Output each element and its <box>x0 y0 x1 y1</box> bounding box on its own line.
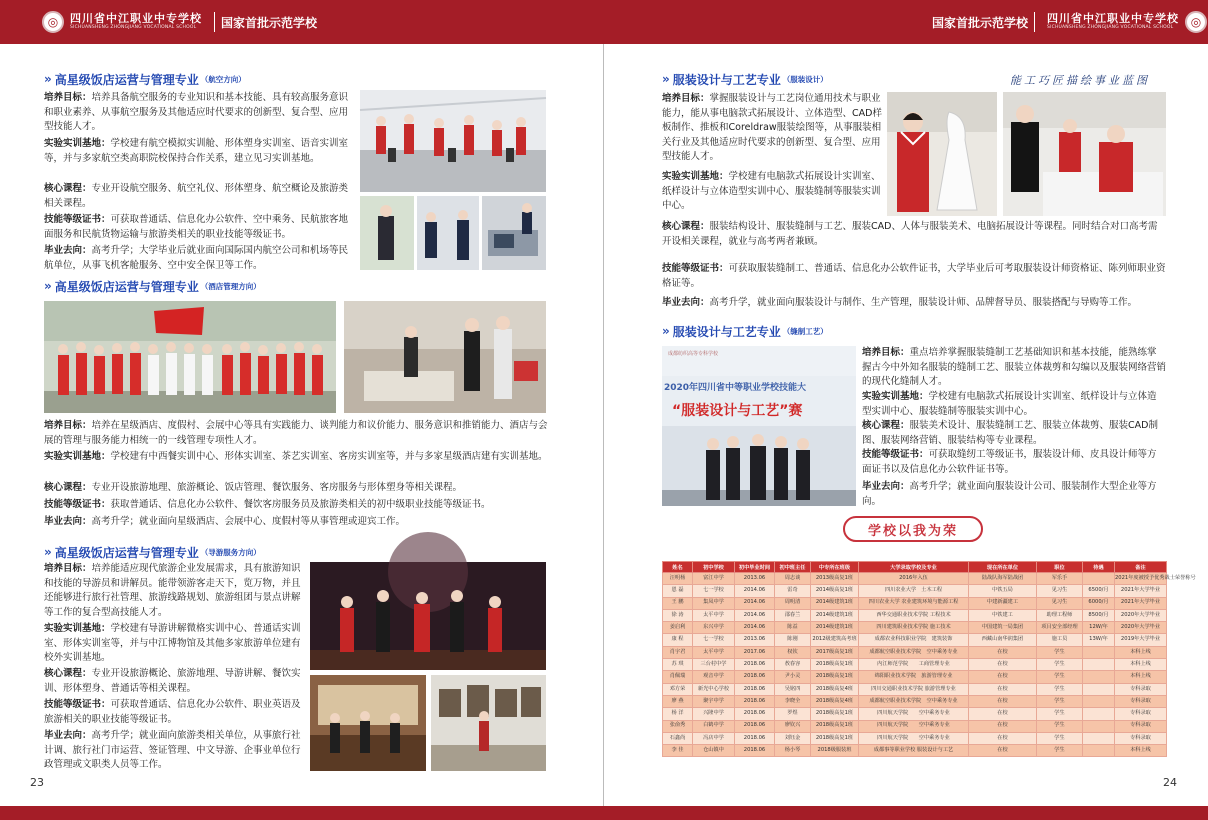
table-cell: 内江师范学院 工商管理专业 <box>859 659 969 671</box>
table-cell: 2018.06 <box>735 671 775 683</box>
table-cell: 本科上线 <box>1115 659 1167 671</box>
photo-caption: 能工巧匠描绘事业蓝图 <box>1010 74 1150 87</box>
table-row <box>663 585 1167 597</box>
table-cell: 七一学校 <box>693 634 735 646</box>
table-cell: 刘钰金 <box>775 732 811 744</box>
table-cell: 苏 琪 <box>663 659 693 671</box>
table-cell: 中铁五局 <box>969 585 1037 597</box>
table-cell: 在校 <box>969 683 1037 695</box>
table-cell: 见习生 <box>1037 585 1083 597</box>
table-cell: 专科录取 <box>1115 683 1167 695</box>
paragraph: 培养目标：重点培养掌握服装缝制工艺基础知识和基本技能，能熟练掌握古今中外知名服装的缝制工艺、服装立体裁剪和勾编以及服装网络营销的现代化缝制人才。 <box>862 347 1167 388</box>
table-cell: 本科上线 <box>1115 646 1167 658</box>
table-cell: 中建新疆建工 <box>969 597 1037 609</box>
table-cell: 陈刚 <box>775 634 811 646</box>
paragraph: 技能等级证书：可获取普通话、信息化办公软件、职业英语及旅游相关的职业技能等级证书。 <box>44 699 301 725</box>
table-cell <box>1083 708 1115 720</box>
table-cell: 聚宇中学 <box>693 695 735 707</box>
table-cell: 仓山镇中 <box>693 745 735 757</box>
paragraph: 核心课程：服装美术设计、服装缝制工艺、服装立体裁剪、服装CAD制图、服装网络营销、服装结构等专业课程。 <box>862 420 1158 446</box>
table-cell: 杨小琴 <box>775 745 811 757</box>
paragraph: 技能等级证书：可获取服装缝制工、普通话、信息化办公软件证书，大学毕业后可考取服装设计师资格证、陈列师职业资格证等。 <box>662 263 1166 289</box>
banner-line-2: “服装设计与工艺”赛 <box>672 403 803 419</box>
honor-banner: 学校以我为荣 <box>843 516 983 542</box>
table-cell: 2018.06 <box>735 745 775 757</box>
table-cell: 学生 <box>1037 695 1083 707</box>
table-cell: 罗煜 <box>775 708 811 720</box>
table-cell: 2020年大学毕业 <box>1115 622 1167 634</box>
table-cell: 七一学校 <box>693 585 735 597</box>
photo-cabin-crew-training <box>360 90 546 192</box>
table-cell: 2018级高复1班 <box>811 720 859 732</box>
paragraph: 培养目标：培养能适应现代旅游企业发展需求，具有旅游知识和技能的导游员和讲解员。能带领游客走天下，览万物，并且还能够进行旅行社管理、旅游线路规划、旅游组团与景点讲解等工作的复合型高技能人才。 <box>44 563 301 618</box>
table-cell <box>1083 732 1115 744</box>
table-cell: 四川航天学院 空中乘务专业 <box>859 720 969 732</box>
table-row <box>663 695 1167 707</box>
paragraph: 培养目标：掌握服装设计与工艺岗位通用技术与职业能力，能从事电脑款式拓展设计、立体造型、CAD样板制作、推板和Coreldraw服装绘图等，从事服装相关行业及其他适应时代要求的创新型、复合型、应用型技能人才。 <box>662 93 882 163</box>
paragraph: 核心课程：专业开设航空服务、航空礼仪、形体塑身、航空概论及旅游类相关课程。 <box>44 183 349 209</box>
left-header <box>42 8 317 36</box>
table-cell: 成都航空职业技术学院 空中乘务专业 <box>859 646 969 658</box>
chevron-right-icon: » <box>44 545 49 559</box>
table-row <box>663 720 1167 732</box>
photo-xray-machine <box>482 196 546 270</box>
table-cell: 中国建筑一局集团 <box>969 622 1037 634</box>
table-cell: 2018.06 <box>735 683 775 695</box>
table-row <box>663 609 1167 621</box>
table-cell: 成都事等职业学校 服装设计与工艺 <box>859 745 969 757</box>
table-cell: 中铁建工 <box>969 609 1037 621</box>
table-cell: 成都农业科技职业学院 建筑装饰 <box>859 634 969 646</box>
paragraph: 技能等级证书：获取普通话、信息化办公软件、餐饮客房服务员及旅游类相关的初中级职业技能等级证书。 <box>44 499 491 510</box>
table-cell: 邓方荣 <box>663 683 693 695</box>
table-cell: 2018.06 <box>735 659 775 671</box>
table-cell: 2019年大学毕业 <box>1115 634 1167 646</box>
table-cell: 雷奇 <box>775 585 811 597</box>
paragraph: 实验实训基地：学校建有电脑款式拓展设计实训室、纸样设计与立体造型实训中心、服装缝制等服装实训中心。 <box>662 171 881 212</box>
page-spine <box>603 44 604 806</box>
table-cell: 专科录取 <box>1115 732 1167 744</box>
right-header <box>932 8 1207 36</box>
table-cell: 四川农业大学 土木工程 <box>859 585 969 597</box>
table-cell: 6500/月 <box>1083 585 1115 597</box>
column-header: 中专所在班级 <box>811 562 859 573</box>
table-cell: 在校 <box>969 671 1037 683</box>
table-cell: 见习生 <box>1037 597 1083 609</box>
table-cell: 四川航天学院 空中乘务专业 <box>859 708 969 720</box>
school-logo-icon: ◎ <box>42 11 64 33</box>
table-cell: 吴铭四 <box>775 683 811 695</box>
paragraph: 培养目标：培养具备航空服务的专业知识和基本技能、具有较高服务意识和职业素养、从事航空服务及其他适应时代要求的创新型、复合型、应用型技能人才。 <box>44 92 349 133</box>
table-cell: 新光中心学校 <box>693 683 735 695</box>
column-header: 姓名 <box>663 562 693 573</box>
table-cell: 康 程 <box>663 634 693 646</box>
paragraph: 核心课程：专业开设旅游地理、旅游概论、饭店管理、餐饮服务、客房服务与形体塑身等相关课程。 <box>44 482 463 493</box>
table-cell: 四川交通职业技术学院 旅游管理专业 <box>859 683 969 695</box>
column-header: 初中班主任 <box>775 562 811 573</box>
page-number-left: 23 <box>30 776 44 789</box>
paragraph: 核心课程：专业开设旅游概论、旅游地理、导游讲解、餐饮实训、形体塑身、普通话等相关课程。 <box>44 668 301 694</box>
table-cell: 2018.06 <box>735 732 775 744</box>
header-divider <box>214 12 215 32</box>
table-cell: 2021年度被授予优秀战士荣誉称号 <box>1115 573 1167 585</box>
paragraph: 毕业去向：高考升学；就业面向服装设计公司、服装制作大型企业等方向。 <box>862 481 1157 507</box>
table-cell: 尹小灵 <box>775 671 811 683</box>
paragraph: 实验实训基地：学校建有航空模拟实训舱、形体塑身实训室、语音实训室等，并与多家航空类高职院校保持合作关系，建立见习实训基地。 <box>44 138 349 164</box>
table-cell: 富江中学 <box>693 573 735 585</box>
table-cell: 在校 <box>969 708 1037 720</box>
table-cell: 石鑫尚 <box>663 732 693 744</box>
table-cell: 杨 洋 <box>663 708 693 720</box>
table-cell: 本科上线 <box>1115 671 1167 683</box>
table-cell: 学生 <box>1037 745 1083 757</box>
table-cell: 李晓全 <box>775 695 811 707</box>
table-cell: 专科录取 <box>1115 695 1167 707</box>
table-cell: 助理工程师 <box>1037 609 1083 621</box>
table-cell <box>1083 671 1115 683</box>
table-cell: 肖宇君 <box>663 646 693 658</box>
footer-bar <box>0 806 1208 820</box>
chevron-right-icon: » <box>662 324 667 338</box>
photo-hotel-team-group <box>44 301 336 413</box>
table-cell: 兴隆中学 <box>693 708 735 720</box>
table-cell: 周志谈 <box>775 573 811 585</box>
section-heading-tour-guide: » 高星级饭店运营与管理专业 （导游服务方向） <box>44 545 261 560</box>
table-cell: 西藏山南华润集团 <box>969 634 1037 646</box>
table-cell: 张俞秀 <box>663 720 693 732</box>
table-row <box>663 573 1167 585</box>
table-cell: 施工员 <box>1037 634 1083 646</box>
paragraph: 实验实训基地：学校建有导游讲解微格实训中心、普通话实训室、形体实训室等，并与中江博物馆及其他多家旅游单位建有校外实训基地。 <box>44 623 301 664</box>
table-cell: 2018级高复1班 <box>811 659 859 671</box>
column-header: 备注 <box>1115 562 1167 573</box>
table-cell: 廖钦兴 <box>775 720 811 732</box>
chevron-right-icon: » <box>662 72 667 86</box>
table-cell: 6000/月 <box>1083 597 1115 609</box>
banner-school-name: 成都纺织高等专科学校 <box>668 351 719 357</box>
table-cell: 2018级高复4班 <box>811 695 859 707</box>
table-cell: 13W/年 <box>1083 634 1115 646</box>
table-cell: 陈益 <box>775 622 811 634</box>
table-cell: 东兴中学 <box>693 622 735 634</box>
table-cell: 2018.06 <box>735 695 775 707</box>
table-cell: 2013.06 <box>735 573 775 585</box>
section-heading-hotel-management: » 高星级饭店运营与管理专业 （酒店管理方向） <box>44 279 261 294</box>
table-cell: 在校 <box>969 720 1037 732</box>
table-cell: 2013.06 <box>735 634 775 646</box>
table-cell <box>1083 683 1115 695</box>
table-cell: 2014.06 <box>735 622 775 634</box>
table-cell: 王 鹏 <box>663 597 693 609</box>
table-cell <box>1083 695 1115 707</box>
table-cell: 太平中学 <box>693 646 735 658</box>
table-body <box>663 573 1196 757</box>
table-header-row <box>663 562 1167 573</box>
school-name: 四川省中江职业中专学校 SICHUANSHENG ZHONGJIANG VOCATIONAL SCHOOL <box>1047 12 1180 31</box>
chevron-right-icon: » <box>44 279 49 293</box>
table-cell: 2013级高复1班 <box>811 573 859 585</box>
table-cell: 专科录取 <box>1115 720 1167 732</box>
header-tagline: 国家首批示范学校 <box>221 15 318 30</box>
paragraph: 毕业去向：高考升学；就业面向旅游类相关单位，从事旅行社计调、旅行社门市运营、签证管理、中文导游、企事业单位行政管理或文职类人员等工作。 <box>44 730 301 771</box>
table-cell: 廖 燕 <box>663 695 693 707</box>
table-cell: 2012级建筑高考班 <box>811 634 859 646</box>
table-cell: 权钦 <box>775 646 811 658</box>
column-header: 初中毕业时间 <box>735 562 775 573</box>
photo-sewing-workshop <box>1003 92 1166 216</box>
table-cell: 在校 <box>969 646 1037 658</box>
table-cell: 2020年大学毕业 <box>1115 609 1167 621</box>
paragraph: 培养目标：培养在星级酒店、度假村、会展中心等具有实践能力、谈判能力和议价能力、服务意识和推销能力、酒店与会展的管理与服务能力相统一的一线管理专项性人才。 <box>44 420 548 446</box>
column-header: 现在所在单位 <box>969 562 1037 573</box>
section-heading-aviation: » 高星级饭店运营与管理专业 （航空方向） <box>44 72 246 87</box>
table-cell: 学生 <box>1037 732 1083 744</box>
table-row <box>663 671 1167 683</box>
table-cell: 徐 涛 <box>663 609 693 621</box>
table-cell: 四川航天学院 空中乘务专业 <box>859 732 969 744</box>
table-cell: 2018级服装班 <box>811 745 859 757</box>
chevron-right-icon: » <box>44 72 49 86</box>
table-cell: 2018级高复4班 <box>811 683 859 695</box>
photo-skills-competition <box>662 346 856 506</box>
table-cell: 汪明杨 <box>663 573 693 585</box>
paragraph: 技能等级证书：可获取缝纫工等级证书，服装设计师、皮具设计师等方面证书以及信息化办公软件证书等。 <box>862 449 1157 475</box>
paragraph: 实验实训基地：学校建有中西餐实训中心、形体实训室、茶艺实训室、客房实训室等，并与多家星级酒店建有实训基地。 <box>44 451 548 462</box>
table-cell: 邵春兰 <box>775 609 811 621</box>
photo-security-check <box>417 196 479 270</box>
table-cell: 在校 <box>969 745 1037 757</box>
table-cell: 2018级高复1班 <box>811 708 859 720</box>
table-cell: 学生 <box>1037 683 1083 695</box>
table-cell: 姜启利 <box>663 622 693 634</box>
paragraph: 毕业去向：高考升学；就业面向星级酒店、会展中心、度假村等从事管理或迎宾工作。 <box>44 516 406 527</box>
table-cell: 肖佩瑞 <box>663 671 693 683</box>
table-row <box>663 646 1167 658</box>
page-number-right: 24 <box>1163 776 1177 789</box>
table-cell: 恩 磊 <box>663 585 693 597</box>
table-cell: 专科录取 <box>1115 708 1167 720</box>
table-cell <box>1083 745 1115 757</box>
table-cell: 2014级建筑1班 <box>811 622 859 634</box>
photo-aviation-etiquette <box>360 196 414 270</box>
table-cell: 学生 <box>1037 708 1083 720</box>
table-cell: 冯店中学 <box>693 732 735 744</box>
paragraph: 实验实训基地：学校建有电脑款式拓展设计实训室、纸样设计与立体造型实训中心、服装缝制等服装实训中心。 <box>862 391 1157 417</box>
table-cell: 军乐手 <box>1037 573 1083 585</box>
table-cell <box>1083 659 1115 671</box>
table-cell: 陆战队海军陆战团 <box>969 573 1037 585</box>
table-cell: 2017级高复1班 <box>811 646 859 658</box>
table-cell: 2014.06 <box>735 597 775 609</box>
column-header: 大学录取学校及专业 <box>859 562 969 573</box>
table-cell: 学生 <box>1037 671 1083 683</box>
table-row <box>663 708 1167 720</box>
table-cell: 2018.06 <box>735 720 775 732</box>
table-row <box>663 634 1167 646</box>
header-divider <box>1034 12 1035 32</box>
table-cell: 李 佳 <box>663 745 693 757</box>
paragraph: 毕业去向：高考升学，就业面向服装设计与制作、生产管理，服装设计师、品牌督导员、服装搭配与导购等工作。 <box>662 297 1138 308</box>
table-cell: 学生 <box>1037 659 1083 671</box>
table-cell: 2018.06 <box>735 708 775 720</box>
table-row <box>663 683 1167 695</box>
paragraph: 核心课程：服装结构设计、服装缝制与工艺、服装CAD、人体与服装美术、电脑拓展设计等课程。同时结合对口高考需开设相关课程，就业与高考两者兼顾。 <box>662 221 1158 247</box>
table-cell: 2014级建筑1班 <box>811 597 859 609</box>
photo-stage-performance <box>310 562 546 670</box>
table-row <box>663 745 1167 757</box>
table-cell: 项目安全部经理 <box>1037 622 1083 634</box>
table-cell: 四川建筑职业技术学院 施工技术 <box>859 622 969 634</box>
table-cell <box>1083 573 1115 585</box>
table-cell: 2014级建筑1班 <box>811 609 859 621</box>
paragraph: 毕业去向：高考升学；大学毕业后就业面向国际国内航空公司和机场等民航单位，从事飞机客舱服务、空中安全保卫等工作。 <box>44 245 349 271</box>
table-cell: 太平中学 <box>693 609 735 621</box>
table-row <box>663 622 1167 634</box>
photo-exhibition-hall <box>431 675 546 771</box>
table-row <box>663 659 1167 671</box>
table-cell: 学生 <box>1037 646 1083 658</box>
table-cell: 2016年入伍 <box>859 573 969 585</box>
table-cell: 2017.06 <box>735 646 775 658</box>
paragraph: 技能等级证书：可获取普通话、信息化办公软件、空中乘务、民航旅客地面服务和民航货物运输与旅游类相关的职业技能等级证书。 <box>44 214 349 240</box>
table-cell: 白鹤中学 <box>693 720 735 732</box>
table-cell: 在校 <box>969 659 1037 671</box>
table-cell: 2014级高复1班 <box>811 585 859 597</box>
table-cell: 2021年大学毕业 <box>1115 597 1167 609</box>
table-row <box>663 597 1167 609</box>
table-cell <box>1083 646 1115 658</box>
table-cell: 学生 <box>1037 720 1083 732</box>
table-cell: 绵阳职业技术学院 旅游管理专业 <box>859 671 969 683</box>
table-cell: 成都航空职业技术学院 空中乘务专业 <box>859 695 969 707</box>
table-cell: 在校 <box>969 695 1037 707</box>
table-cell: 观音中学 <box>693 671 735 683</box>
table-cell: 西华交通职业技术学院 工程技术 <box>859 609 969 621</box>
table-cell: 集凤中学 <box>693 597 735 609</box>
table-cell: 敖春容 <box>775 659 811 671</box>
school-name: 四川省中江职业中专学校 SICHUANSHENG ZHONGJIANG VOCATIONAL SCHOOL <box>70 12 202 31</box>
column-header: 初中学校 <box>693 562 735 573</box>
school-logo-icon: ◎ <box>1185 11 1207 33</box>
table-cell: 四川农业大学 农业建筑环境与能源工程 <box>859 597 969 609</box>
photo-draping-mannequin <box>887 92 997 216</box>
section-heading-sewing-craft: » 服装设计与工艺专业 （缝制工艺） <box>662 324 828 339</box>
table-cell <box>1083 720 1115 732</box>
photo-museum-tour <box>310 675 426 771</box>
table-cell: 三台村中学 <box>693 659 735 671</box>
section-heading-fashion-design: » 服装设计与工艺专业 （服装设计） <box>662 72 828 87</box>
table-cell: 在校 <box>969 732 1037 744</box>
column-header: 职位 <box>1037 562 1083 573</box>
table-cell: 2018级高复1班 <box>811 671 859 683</box>
table-cell: 周明清 <box>775 597 811 609</box>
alumni-table <box>662 561 1196 757</box>
table-cell: 本科上线 <box>1115 745 1167 757</box>
banner-line-1: 2020年四川省中等职业学校技能大 <box>664 383 807 393</box>
table-row <box>663 732 1167 744</box>
table-cell: 2021年大学毕业 <box>1115 585 1167 597</box>
table-cell: 2018级高复1班 <box>811 732 859 744</box>
table-cell: 8500/月 <box>1083 609 1115 621</box>
column-header: 待遇 <box>1083 562 1115 573</box>
photo-hotel-service-practice <box>344 301 546 413</box>
table-cell: 2014.06 <box>735 609 775 621</box>
table-cell: 2014.06 <box>735 585 775 597</box>
table-cell: 12W/年 <box>1083 622 1115 634</box>
header-tagline: 国家首批示范学校 <box>932 15 1029 30</box>
